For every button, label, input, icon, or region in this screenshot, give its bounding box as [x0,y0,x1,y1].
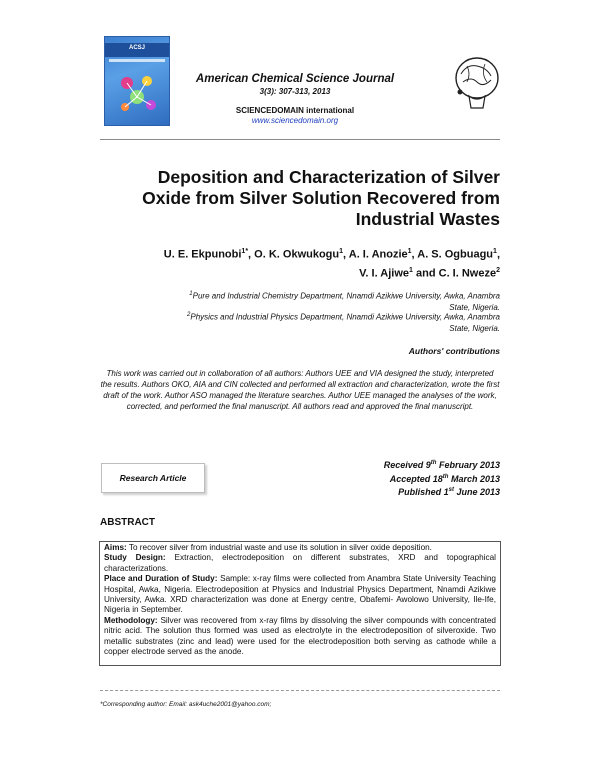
author-separator: , [496,248,500,261]
author-name: C. I. Nweze [438,267,497,280]
author-name: O. K. Okwukogu [254,248,340,261]
cover-tag: ACSJ [128,45,145,51]
abstract-section [104,616,496,658]
journal-title: American Chemical Science Journal [195,73,395,85]
author-name: A. S. Ogbuagu [417,248,494,261]
contributions-text: This work was carried out in collaboration of all authors: Authors UEE and VIA designed the study, interpreted the results. Authors OKO, AIA and CIN collected and performed all extraction and characterization, wrote the first draft of the work. Author ASO managed the literature searches. Author UEE managed the analyses of the work, corrected, and performed the final manuscript. All authors read and approved the final manuscript. [100,369,500,411]
abstract-label: Methodology: [104,615,158,625]
header-rule [100,139,500,140]
publisher-logo-icon [447,52,505,114]
author-list [100,244,500,281]
author-separator: , [248,248,255,261]
date-suffix: th [430,460,437,466]
abstract-text: To recover silver from industrial waste and use its solution in silver oxide deposition. [126,543,432,552]
contributions-heading: Authors' contributions [408,346,500,356]
author-affil-mark: 1 [493,248,497,255]
author-affil-mark: 1 [409,266,413,274]
cover-stripe [109,59,165,62]
author-affil-mark: 2 [496,266,500,274]
affiliation-line: Pure and Industrial Chemistry Department, Nnamdi Azikiwe University, Awka, Anambra [192,291,500,301]
author-separator: and [412,267,439,280]
article-type-badge: Research Article [101,463,205,493]
abstract-text: Extraction, electrodeposition on different substrates, XRD and topographical characterizations. [104,553,496,573]
author-name: A. I. Anozie [348,248,408,261]
affiliation [100,310,500,334]
author-separator: , [411,248,418,261]
abstract-box [99,541,501,666]
corresponding-author-footnote: *Corresponding author: Email: ask4uche2001@yahoo.com; [100,701,272,708]
paper-title: Deposition and Characterization of Silver Oxide from Silver Solution Recovered from Industrial Wastes [142,167,500,229]
date-rest: February 2013 [436,460,500,470]
abstract-label: Study Design: [104,553,166,563]
publisher-url[interactable]: www.sciencedomain.org [251,116,339,125]
author-affil-mark: 1 [339,248,344,255]
affiliation-line: State, Nigeria. [449,323,500,333]
affiliation-number: 2 [187,312,191,318]
date-label: Received 9 [383,460,431,470]
received-date [384,458,500,472]
abstract-section [104,543,496,553]
publication-dates [384,458,500,499]
date-suffix: st [448,487,454,493]
published-date [384,485,500,499]
affiliation-number: 1 [189,291,193,297]
abstract-section [104,553,496,574]
abstract-text: Silver was recovered from x-ray films by dissolving the silver compounds with concentrated nitric acid. The solution thus formed was used as electrolyte in the electrodeposition of silveroxide. Two metallic substrates (zinc and lead) were used for the electrodeposition both serving as cathode while a copper electrode served as the anode. [104,615,496,657]
publisher-name: SCIENCEDOMAIN international [235,106,355,115]
date-label: Published 1 [398,487,449,497]
abstract-label: Aims: [104,543,127,552]
journal-volume: 3(3): 307-313, 2013 [259,87,331,96]
journal-cover-icon [104,36,170,126]
affiliation-line: Physics and Industrial Physics Department, Nnamdi Azikiwe University, Awka, Anambra [190,312,500,322]
date-label: Accepted 18 [389,473,443,484]
journal-info [180,72,410,126]
author-affil-mark: 1 [407,248,412,255]
author-name: V. I. Ajiwe [359,267,410,280]
accepted-date [384,472,500,486]
affiliation-line: State, Nigeria. [449,302,500,312]
abstract-text: Sample: x-ray films were collected from Anambra State University Teaching Hospital, Awka, Nigeria. Electrodeposition at Physics and Industrial Physics Department, Nnamdi Azikiwe University, Awka. XRD characterization was done at Energy centre, Obafemi- Awolowo University, Ile-Ife, Nigeria in September. [104,574,496,615]
footnote-rule [100,690,500,691]
abstract-heading: ABSTRACT [100,517,155,528]
author-name: U. E. Ekpunobi [163,248,242,261]
date-rest: March 2013 [448,473,500,484]
abstract-section [104,574,496,616]
author-separator: , [343,248,349,261]
abstract-label: Place and Duration of Study: [104,574,218,584]
date-suffix: th [442,473,449,480]
molecule-icon [115,71,161,117]
author-affil-mark: 1* [241,248,249,255]
date-rest: June 2013 [453,487,500,497]
